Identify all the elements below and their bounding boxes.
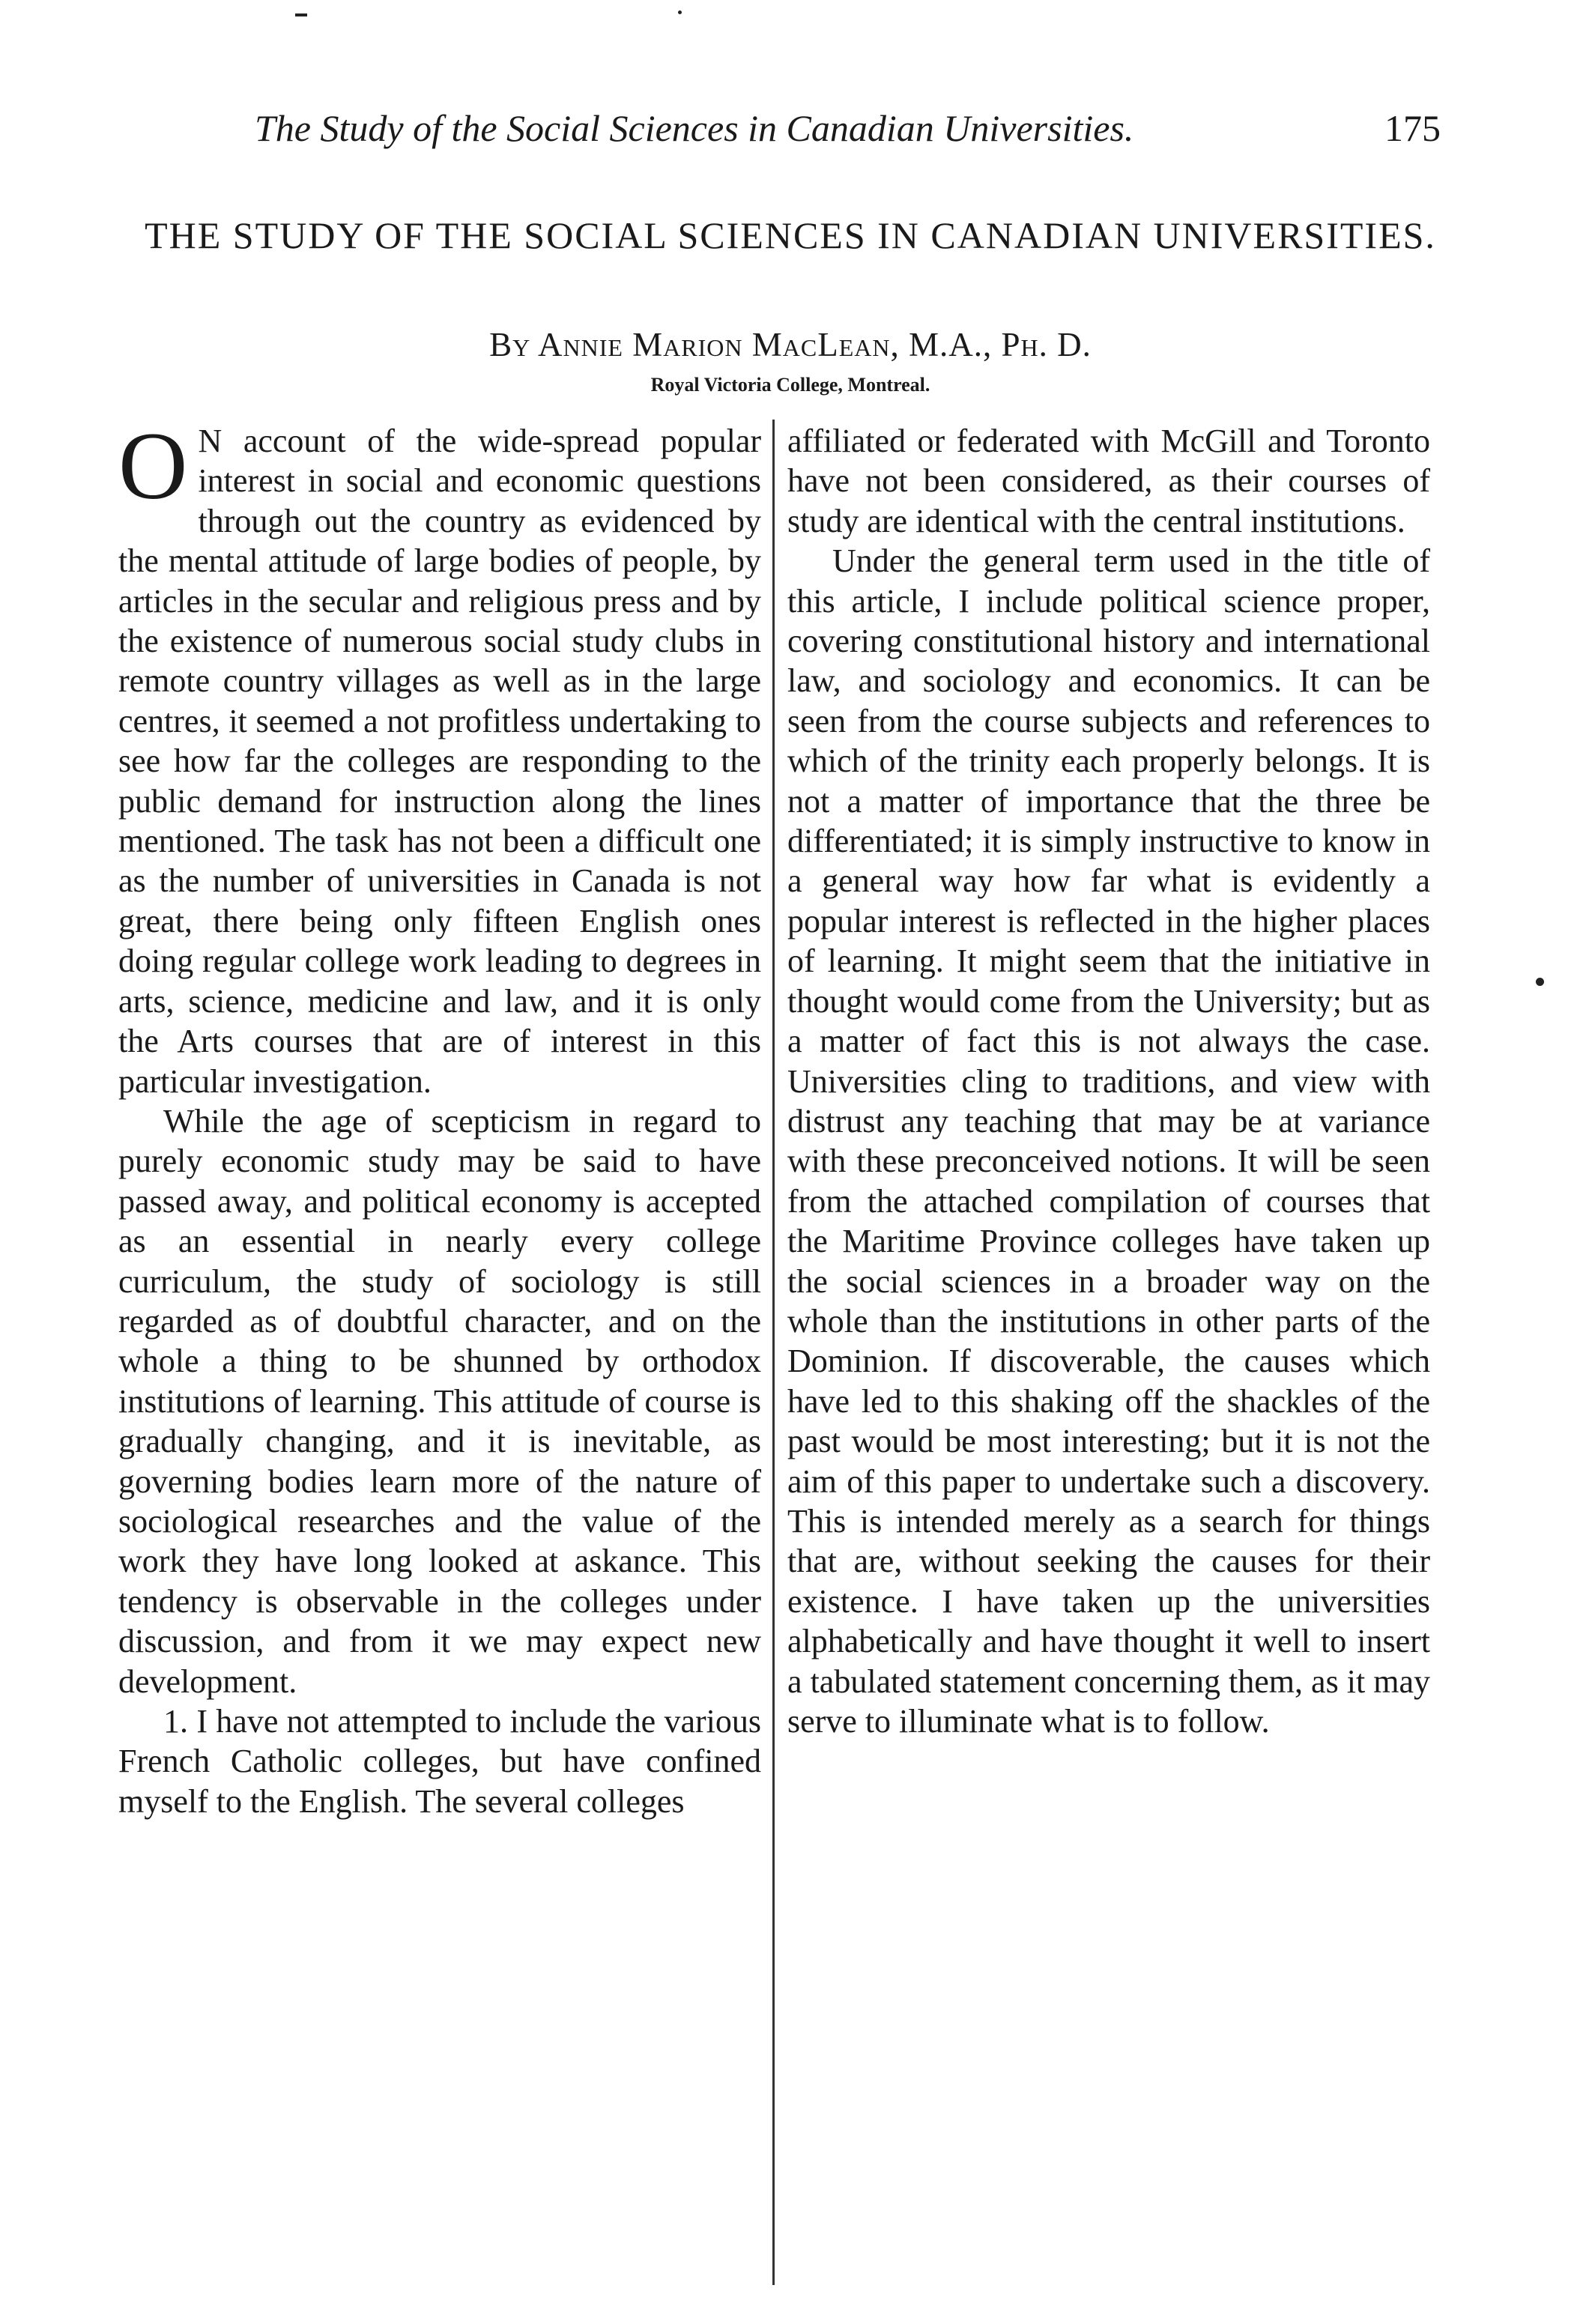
article-title: THE STUDY OF THE SOCIAL SCIENCES IN CANADIAN UNIVERSITIES. (145, 214, 1436, 256)
paragraph-general-term: Under the general term used in the title of this article, I include political science proper, covering constitutional history and international law, and sociology and economics. It can be seen from the course subjects and references to which of the trinity each properly belongs. It is not a matter of importance that the three be differentiated; it is simply instructive to know in a general way how far what is evidently a popular interest is reflected in the higher places of learning. It might seem that the initiative in thought would come from the University; but as a matter of fact this is not always the case. Universities cling to traditions, and view with distrust any teaching that may be at variance with these preconceived notions. It will be seen from the attached compilation of courses that the Maritime Province colleges have taken up the social sciences in a broader way on the whole than the institutions in other parts of the Dominion. If discoverable, the causes which have led to this shaking off the shackles of the past would be most interesting; but it is not the aim of this paper to undertake such a discovery. This is intended merely as a search for things that are, without seeking the causes for their existence. I have taken up the universities alphabetically and have thought it well to insert a tabulated statement concerning them, as it may serve to illuminate what is to follow. (787, 542, 1430, 1740)
running-header-title: The Study of the Social Sciences in Canadian Universities. (255, 107, 1134, 149)
page-number: 175 (1384, 107, 1441, 149)
column-divider (772, 420, 775, 2285)
right-column (787, 421, 1430, 1741)
author-affiliation: Royal Victoria College, Montreal. (650, 374, 930, 396)
paragraph-note-1: 1. I have not attempted to include the various French Catholic colleges, but have confined myself to the English. The several colleges (118, 1703, 761, 1820)
paragraph-intro-text: N account of the wide-spread popular interest in social and economic questions through out the country as evidenced by the mental attitude of large bodies of people, by articles in the secular and religious press and by the existence of numerous social study clubs in remote country villages as well as in the large centres, it seemed a not profitless undertaking to see how far the colleges are responding to the public demand for instruction along the lines mentioned. The task has not been a difficult one as the number of universities in Canada is not great, there being only fifteen English ones doing regular college work leading to degrees in arts, science, medicine and law, and it is only the Arts courses that are of interest in this particular investigation. (118, 423, 761, 1100)
left-column (118, 413, 761, 1821)
author-byline: By Annie Marion MacLean, M.A., Ph. D. (489, 326, 1092, 363)
print-artifact-dot (678, 10, 682, 14)
print-artifact-dash (295, 13, 307, 16)
margin-bullet-mark (1536, 978, 1544, 986)
paragraph-intro (118, 413, 761, 1101)
paragraph-continuation: affiliated or federated with McGill and Toronto have not been considered, as their courses of study are identical with the central institutions. (787, 423, 1430, 539)
drop-cap: O (118, 413, 188, 519)
paragraph-scepticism: While the age of scepticism in regard to purely economic study may be said to have passed away, and political economy is accepted as an essential in nearly every college curriculum, the study of sociology is still regarded as of doubtful character, and on the whole a thing to be shunned by orthodox institutions of learning. This attitude of course is gradually changing, and it is inevitable, as governing bodies learn more of the nature of sociological researches and the value of the work they have long looked at askance. This tendency is observable in the colleges under discussion, and from it we may expect new development. (118, 1102, 761, 1700)
